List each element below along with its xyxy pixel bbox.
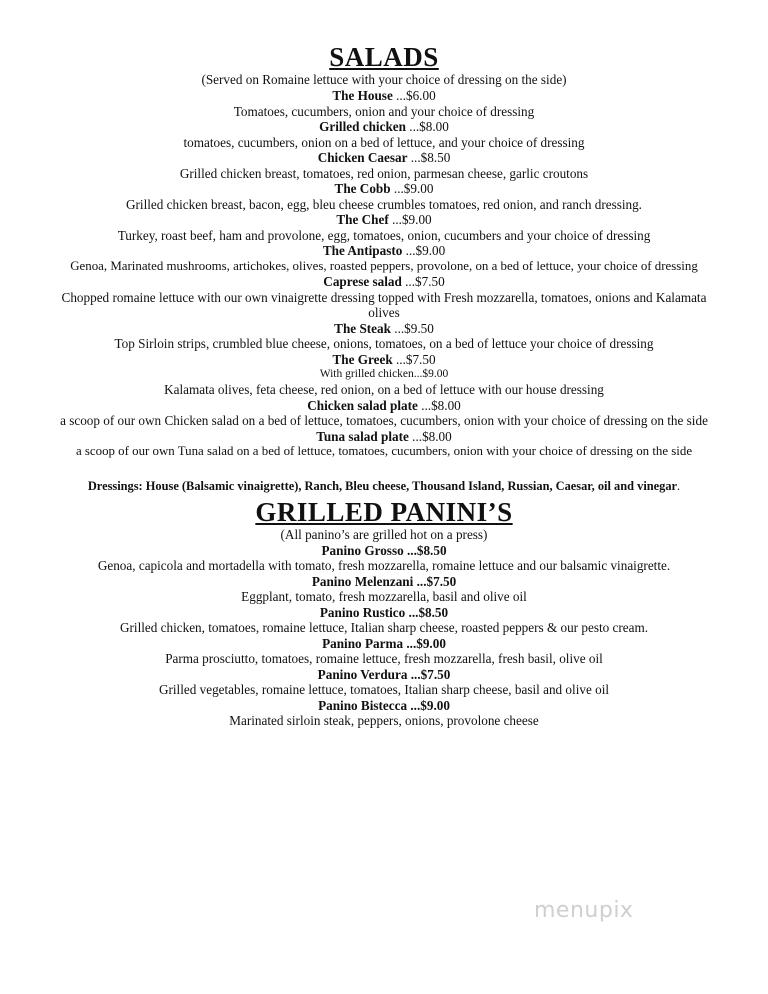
item-description: Turkey, roast beef, ham and provolone, egg, tomatoes, onion, cucumbers and your choice of dressing bbox=[117, 227, 651, 243]
dressings-text: Dressings: House (Balsamic vinaigrette), Ranch, Bleu cheese, Thousand Island, Russian, Caesar, oil and vinegar bbox=[87, 478, 678, 493]
item-price: ...$9.50 bbox=[390, 320, 434, 336]
item-name: Panino Grosso bbox=[321, 542, 404, 558]
item-description: Marinated sirloin steak, peppers, onions, provolone cheese bbox=[229, 713, 539, 728]
salad-item-the-antipasto bbox=[0, 243, 768, 274]
salad-item-caprese-salad bbox=[0, 274, 768, 321]
item-price: ...$9.00 bbox=[403, 635, 446, 651]
panini-item-melenzani bbox=[0, 574, 768, 605]
item-price: ...$9.00 bbox=[390, 181, 434, 196]
item-description: Grilled vegetables, romaine lettuce, tomatoes, Italian sharp cheese, basil and olive oil bbox=[158, 682, 610, 697]
item-name: The House bbox=[332, 88, 393, 103]
salads-section bbox=[0, 42, 768, 729]
salads-heading: SALADS bbox=[329, 42, 439, 72]
watermark-logo: menupix bbox=[534, 898, 634, 923]
item-name: The Cobb bbox=[334, 181, 391, 196]
item-name: Chicken Caesar bbox=[317, 150, 408, 165]
item-description: Genoa, capicola and mortadella with tomato, fresh mozzarella, romaine lettuce and our balsamic vinaigrette. bbox=[97, 558, 671, 573]
item-name: Grilled chicken bbox=[319, 119, 406, 134]
item-description: Parma prosciutto, tomatoes, romaine lettuce, fresh mozzarella, fresh basil, olive oil bbox=[165, 651, 603, 666]
panini-item-bistecca bbox=[0, 698, 768, 729]
panini-item-grosso bbox=[0, 543, 768, 574]
item-price: ...$7.50 bbox=[392, 351, 436, 367]
salad-item-grilled-chicken bbox=[0, 119, 768, 150]
item-description: Grilled chicken breast, tomatoes, red onion, parmesan cheese, garlic croutons bbox=[179, 165, 589, 181]
item-price: ...$7.50 bbox=[407, 666, 451, 682]
item-price: ...$7.50 bbox=[401, 274, 445, 289]
salads-subtitle: (Served on Romaine lettuce with your choice of dressing on the side) bbox=[201, 72, 567, 87]
salad-item-chicken-caesar bbox=[0, 150, 768, 181]
item-name: Panino Parma bbox=[322, 635, 404, 651]
item-price: ...$8.00 bbox=[405, 119, 449, 134]
item-description: Top Sirloin strips, crumbled blue cheese, onions, tomatoes, on a bed of lettuce your choice of dressing bbox=[114, 336, 654, 351]
panini-item-parma bbox=[0, 636, 768, 667]
item-name: Chicken salad plate bbox=[307, 397, 418, 413]
item-description: tomatoes, cucumbers, onion on a bed of lettuce, and your choice of dressing bbox=[183, 134, 585, 150]
item-description: Tomatoes, cucumbers, onion and your choice of dressing bbox=[233, 103, 535, 119]
item-name: Panino Melenzani bbox=[311, 573, 414, 589]
salad-item-the-greek bbox=[0, 352, 768, 398]
salad-item-the-chef bbox=[0, 212, 768, 243]
item-name: Panino Rustico bbox=[319, 604, 406, 620]
item-name: The Antipasto bbox=[322, 243, 403, 258]
item-description: a scoop of our own Chicken salad on a bed of lettuce, tomatoes, cucumbers, onion with your choice of dressing on the side bbox=[60, 413, 708, 428]
salad-item-the-steak bbox=[0, 321, 768, 352]
item-description: Chopped romaine lettuce with our own vinaigrette dressing topped with Fresh mozzarella, tomatoes, onions and Kalamata olives bbox=[61, 289, 707, 320]
item-name: The Chef bbox=[336, 212, 389, 227]
panini-item-rustico bbox=[0, 605, 768, 636]
dressings-note bbox=[0, 478, 768, 494]
item-name: Panino Verdura bbox=[317, 666, 408, 682]
salad-item-the-house bbox=[0, 88, 768, 119]
item-price: ...$8.50 bbox=[405, 604, 449, 620]
item-description: Genoa, Marinated mushrooms, artichokes, olives, roasted peppers, provolone, on a bed of lettuce, your choice of dressing bbox=[70, 258, 698, 273]
panini-subtitle: (All panino’s are grilled hot on a press) bbox=[280, 526, 488, 542]
item-price: ...$9.00 bbox=[402, 243, 446, 258]
salad-item-chicken-salad-plate bbox=[0, 398, 768, 429]
panini-heading: GRILLED PANINI’S bbox=[255, 496, 513, 527]
panini-item-verdura bbox=[0, 667, 768, 698]
item-price: ...$8.50 bbox=[407, 150, 451, 165]
item-extra-option: With grilled chicken...$9.00 bbox=[319, 368, 449, 380]
item-price: ...$9.00 bbox=[407, 697, 450, 713]
item-name: Caprese salad bbox=[323, 274, 402, 289]
item-name: The Steak bbox=[334, 320, 391, 336]
item-price: ...$8.50 bbox=[403, 542, 447, 558]
salad-item-tuna-salad-plate bbox=[0, 429, 768, 460]
item-description: Eggplant, tomato, fresh mozzarella, basil and olive oil bbox=[241, 589, 527, 604]
item-price: ...$6.00 bbox=[392, 88, 436, 103]
item-description: Kalamata olives, feta cheese, red onion, on a bed of lettuce with our house dressing bbox=[164, 382, 604, 397]
item-description: Grilled chicken breast, bacon, egg, bleu cheese crumbles tomatoes, red onion, and ranch dressing. bbox=[126, 196, 642, 212]
item-price: ...$7.50 bbox=[413, 573, 457, 589]
item-description: Grilled chicken, tomatoes, romaine lettuce, Italian sharp cheese, roasted peppers & our pesto cream. bbox=[119, 620, 649, 635]
item-description: a scoop of our own Tuna salad on a bed of lettuce, tomatoes, cucumbers, onion with your choice of dressing on the side bbox=[75, 444, 693, 458]
salad-item-the-cobb bbox=[0, 181, 768, 212]
item-price: ...$8.00 bbox=[408, 428, 452, 444]
item-price: ...$8.00 bbox=[417, 397, 461, 413]
item-name: Panino Bistecca bbox=[318, 697, 408, 713]
item-name: Tuna salad plate bbox=[316, 428, 409, 444]
item-name: The Greek bbox=[332, 351, 393, 367]
dressings-period: . bbox=[677, 478, 681, 493]
item-price: ...$9.00 bbox=[388, 212, 432, 227]
